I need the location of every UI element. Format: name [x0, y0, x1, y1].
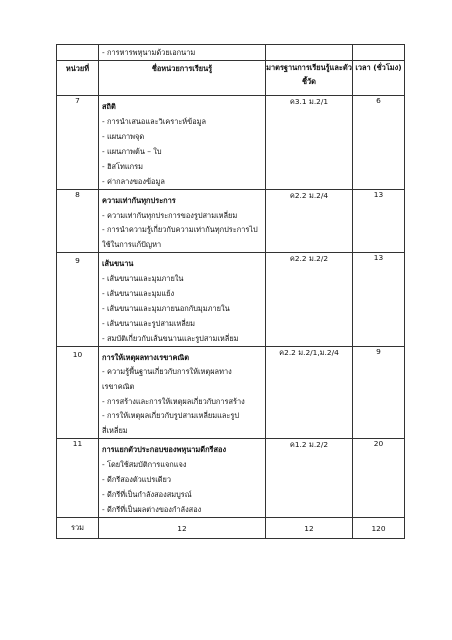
unit-hours: 20: [353, 439, 405, 518]
unit-item: - แผนภาพต้น – ใบ: [102, 147, 162, 156]
unit-item: - สมบัติเกี่ยวกับเส้นขนานและรูปสามเหลี่ยม: [102, 334, 239, 343]
unit-number: 8: [57, 190, 99, 253]
unit-item: - ดีกรีสองตัวแปรเดียว: [102, 475, 171, 484]
header-row: [57, 61, 405, 96]
total-standards: 12: [266, 518, 353, 539]
unit-title: การแยกตัวประกอบของพหุนามดีกรีสอง: [102, 445, 227, 454]
unit-title: สถิติ: [102, 102, 116, 111]
total-units: 12: [99, 518, 266, 539]
unit-item: - ดีกรีที่เป็นผลต่างของกำลังสอง: [102, 505, 202, 514]
unit-row-9: [57, 253, 405, 347]
unit-item: - ค่ากลางของข้อมูล: [102, 177, 165, 186]
unit-item: - ความเท่ากันทุกประการของรูปสามเหลี่ยม: [102, 211, 238, 220]
unit-number: 7: [57, 96, 99, 190]
curriculum-table: [56, 44, 405, 539]
header-name: ชื่อหน่วยการเรียนรู้: [99, 61, 266, 96]
continuation-item: - การหารพหุนามด้วยเอกนาม: [102, 48, 196, 57]
unit-row-10: [57, 347, 405, 439]
unit-item: - ความรู้พื้นฐานเกี่ยวกับการให้เหตุผลทางเรขาคณิต: [102, 367, 232, 391]
unit-number: 9: [57, 253, 99, 347]
unit-row-8: [57, 190, 405, 253]
unit-number: 11: [57, 439, 99, 518]
unit-item: - เส้นขนานและมุมแย้ง: [102, 289, 175, 298]
unit-item: - เส้นขนานและรูปสามเหลี่ยม: [102, 319, 195, 328]
unit-title: เส้นขนาน: [102, 259, 134, 268]
continuation-standard-cell: [266, 45, 353, 61]
header-unit: หน่วยที่: [57, 61, 99, 96]
unit-content: [99, 96, 266, 190]
unit-item: - ดีกรีที่เป็นกำลังสองสมบูรณ์: [102, 490, 192, 499]
header-standard: มาตรฐานการเรียนรู้และตัวชี้วัด: [266, 61, 353, 96]
unit-title: การให้เหตุผลทางเรขาคณิต: [102, 353, 190, 362]
unit-title: ความเท่ากันทุกประการ: [102, 196, 176, 205]
continuation-content-cell: [99, 45, 266, 61]
unit-content: [99, 253, 266, 347]
unit-item: - ฮิสโทแกรม: [102, 162, 143, 171]
unit-hours: 6: [353, 96, 405, 190]
unit-item: - การสร้างและการให้เหตุผลเกี่ยวกับการสร้าง: [102, 397, 245, 406]
continuation-hours-cell: [353, 45, 405, 61]
unit-content: [99, 347, 266, 439]
unit-standard: ค2.2 ม.2/1,ม.2/4: [266, 347, 353, 439]
continuation-row: [57, 45, 405, 61]
unit-hours: 13: [353, 190, 405, 253]
unit-item: - แผนภาพจุด: [102, 132, 145, 141]
continuation-unit-cell: [57, 45, 99, 61]
unit-item: - เส้นขนานและมุมภายใน: [102, 274, 184, 283]
unit-item: - เส้นขนานและมุมภายนอกกับมุมภายใน: [102, 304, 230, 313]
unit-content: [99, 190, 266, 253]
unit-standard: ค2.2 ม.2/4: [266, 190, 353, 253]
unit-content: [99, 439, 266, 518]
total-hours: 120: [353, 518, 405, 539]
unit-number: 10: [57, 347, 99, 439]
unit-item: - การนำความรู้เกี่ยวกับความเท่ากันทุกประการไปใช้ในการแก้ปัญหา: [102, 225, 258, 249]
total-row: [57, 518, 405, 539]
unit-item: - การนำเสนอและวิเคราะห์ข้อมูล: [102, 117, 207, 126]
unit-item: - การให้เหตุผลเกี่ยวกับรูปสามเหลี่ยมและรูปสี่เหลี่ยม: [102, 411, 240, 435]
unit-standard: ค2.2 ม.2/2: [266, 253, 353, 347]
unit-row-11: [57, 439, 405, 518]
header-time: เวลา (ชั่วโมง): [353, 61, 405, 96]
unit-item: - โดยใช้สมบัติการแจกแจง: [102, 460, 187, 469]
unit-row-7: [57, 96, 405, 190]
unit-hours: 9: [353, 347, 405, 439]
unit-standard: ค1.2 ม.2/2: [266, 439, 353, 518]
total-label: รวม: [57, 518, 99, 539]
unit-standard: ค3.1 ม.2/1: [266, 96, 353, 190]
unit-hours: 13: [353, 253, 405, 347]
